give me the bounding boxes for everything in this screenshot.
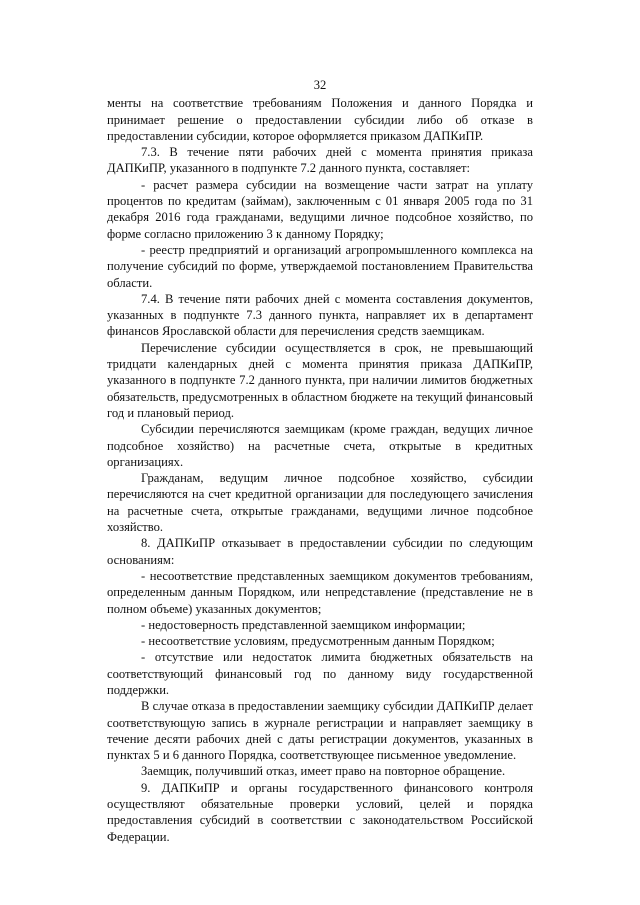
paragraph-continuation: менты на соответствие требованиям Положения и данного Порядка и принимает решение о предоставлении субсидии либо об отказе в предоставлении субсидии, которое оформляется приказом ДАПКиПР. — [107, 96, 533, 143]
paragraph-transfer-accounts: Субсидии перечисляются заемщикам (кроме граждан, ведущих личное подсобное хозяйство) на расчетные счета, открытые в кредитных организациях. — [107, 422, 533, 469]
paragraph-citizens-transfer: Гражданам, ведущим личное подсобное хозяйство, субсидии перечисляются на счет кредитной организации для последующего зачисления на расчетные счета, открытые гражданами, ведущими личное подсобное хозяйство. — [107, 471, 533, 535]
paragraph-9: 9. ДАПКиПР и органы государственного финансового контроля осуществляют обязательные проверки условий, целей и порядка предоставления субсидий в соответствии с законодательством Российской Федерации. — [107, 780, 533, 844]
paragraph-transfer-term: Перечисление субсидии осуществляется в срок, не превышающий тридцати календарных дней с момента принятия приказа ДАПКиПР, указанного в подпункте 7.2 данного пункта, при наличии лимитов бюджетных обязательств, предусмотренных в областном бюджете на текущий финансовый год и плановый период. — [107, 340, 533, 420]
list-item-limits: - отсутствие или недостаток лимита бюджетных обязательств на соответствующий финансовый год по данному виду государственной поддержки. — [107, 650, 533, 697]
list-item-noncompliance: - несоответствие представленных заемщиком документов требованиям, определенным данным Порядком, или непредставление (представление не в полном объеме) указанных документов; — [107, 568, 533, 616]
paragraph-7-3: 7.3. В течение пяти рабочих дней с момента принятия приказа ДАПКиПР, указанного в подпункте 7.2 данного пункта, составляет: — [107, 145, 533, 176]
paragraph-7-4: 7.4. В течение пяти рабочих дней с момента составления документов, указанных в подпункте 7.3 данного пункта, направляет их в департамент финансов Ярославской области для перечисления средств заемщикам. — [107, 291, 533, 339]
list-item-registry: - реестр предприятий и организаций агропромышленного комплекса на получение субсидий по форме, утверждаемой постановлением Правительства области. — [107, 242, 533, 290]
list-item-conditions: - несоответствие условиям, предусмотренным данным Порядком; — [141, 634, 495, 649]
paragraph-reapply: Заемщик, получивший отказ, имеет право на повторное обращение. — [141, 764, 506, 779]
paragraph-refusal: В случае отказа в предоставлении заемщику субсидии ДАПКиПР делает соответствующую запись в журнале регистрации и направляет заемщику в течение десяти рабочих дней с даты регистрации документов, указанных в пунктах 5 и 6 данного Порядка, соответствующее письменное уведомление. — [107, 699, 533, 763]
page-number: 32 — [313, 78, 327, 92]
document-page — [107, 77, 533, 845]
list-item-calculation: - расчет размера субсидии на возмещение части затрат на уплату процентов по кредитам (займам), заключенным с 01 января 2005 года по 31 декабря 2016 года гражданами, ведущими личное подсобное хозяйство, по форме согласно приложению 3 к данному Порядку; — [107, 177, 533, 241]
list-item-unreliability: - недостоверность представленной заемщиком информации; — [141, 617, 466, 632]
paragraph-8: 8. ДАПКиПР отказывает в предоставлении субсидии по следующим основаниям: — [107, 536, 533, 567]
